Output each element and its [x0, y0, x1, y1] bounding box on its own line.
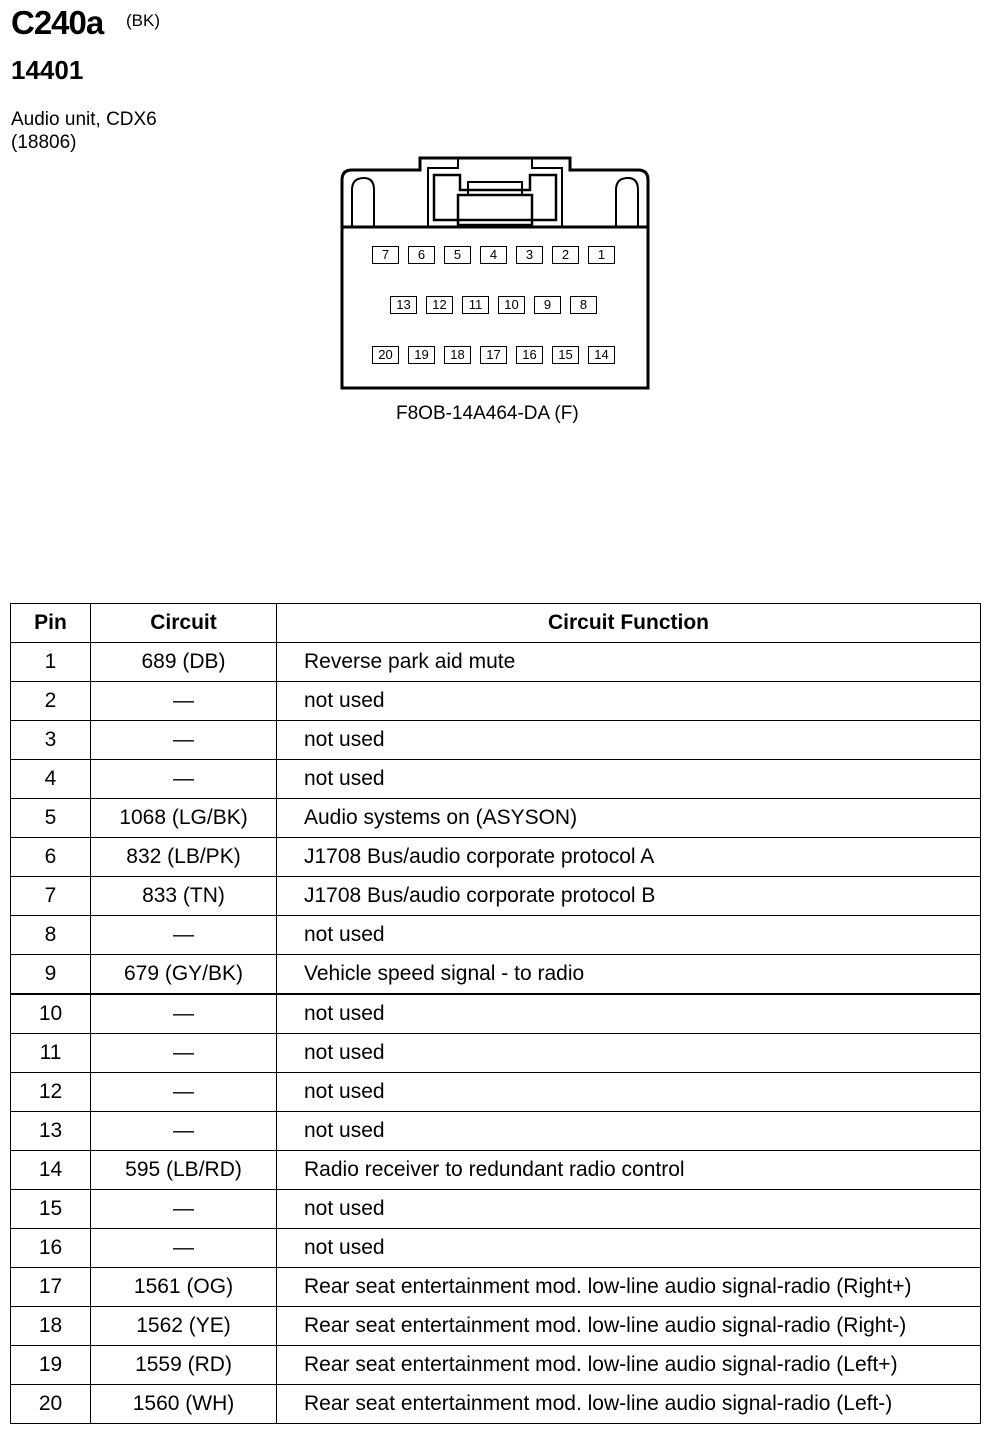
- pin-cell: 9: [11, 955, 91, 995]
- circuit-function-cell: not used: [277, 1073, 981, 1112]
- circuit-function-cell: Rear seat entertainment mod. low-line audio signal-radio (Right-): [277, 1307, 981, 1346]
- circuit-cell: 1559 (RD): [91, 1346, 277, 1385]
- header-pin: Pin: [11, 604, 91, 643]
- pin-cell: 5: [11, 799, 91, 838]
- circuit-function-cell: not used: [277, 1034, 981, 1073]
- table-row: [11, 1034, 981, 1073]
- component-reference: (18806): [11, 132, 77, 153]
- pin-cell: 17: [11, 1268, 91, 1307]
- connector-color: (BK): [126, 11, 160, 30]
- circuit-cell: —: [91, 916, 277, 955]
- circuit-cell: —: [91, 1190, 277, 1229]
- circuit-function-cell: J1708 Bus/audio corporate protocol A: [277, 838, 981, 877]
- connector-pin: [408, 246, 435, 264]
- pin-cell: 18: [11, 1307, 91, 1346]
- circuit-cell: —: [91, 1229, 277, 1268]
- circuit-cell: 595 (LB/RD): [91, 1151, 277, 1190]
- table-row: [11, 877, 981, 916]
- circuit-function-cell: not used: [277, 1112, 981, 1151]
- table-row: [11, 1346, 981, 1385]
- table-header-row: [11, 604, 981, 643]
- circuit-function-cell: not used: [277, 1229, 981, 1268]
- connector-pin-number: 2: [561, 247, 570, 262]
- table-row: [11, 1307, 981, 1346]
- connector-pin-number: 9: [543, 297, 552, 312]
- circuit-function-cell: not used: [277, 721, 981, 760]
- connector-pin-number: 7: [381, 247, 390, 262]
- connector-pin: [372, 346, 399, 364]
- pin-cell: 20: [11, 1385, 91, 1424]
- table-row: [11, 1073, 981, 1112]
- connector-pin-number: 8: [579, 297, 588, 312]
- connector-pin: [372, 246, 399, 264]
- circuit-cell: 689 (DB): [91, 643, 277, 682]
- circuit-cell: 1068 (LG/BK): [91, 799, 277, 838]
- table-row: [11, 955, 981, 995]
- pin-cell: 13: [11, 1112, 91, 1151]
- table-row: [11, 1268, 981, 1307]
- component-description: Audio unit, CDX6: [11, 109, 157, 130]
- connector-pin-number: 17: [486, 347, 501, 362]
- connector-pin: [570, 296, 597, 314]
- circuit-cell: —: [91, 994, 277, 1034]
- connector-pin-number: 14: [594, 347, 609, 362]
- circuit-function-cell: Vehicle speed signal - to radio: [277, 955, 981, 995]
- table-row: [11, 994, 981, 1034]
- connector-pin-number: 10: [504, 297, 519, 312]
- circuit-cell: —: [91, 682, 277, 721]
- circuit-function-cell: J1708 Bus/audio corporate protocol B: [277, 877, 981, 916]
- table-row: [11, 1385, 981, 1424]
- connector-pin-number: 19: [414, 347, 429, 362]
- table-row: [11, 721, 981, 760]
- circuit-function-cell: Rear seat entertainment mod. low-line audio signal-radio (Left+): [277, 1346, 981, 1385]
- table-row: [11, 760, 981, 799]
- pin-cell: 10: [11, 994, 91, 1034]
- circuit-cell: —: [91, 760, 277, 799]
- circuit-cell: —: [91, 1073, 277, 1112]
- connector-pin: [408, 346, 435, 364]
- circuit-cell: —: [91, 1112, 277, 1151]
- connector-pin-number: 15: [558, 347, 573, 362]
- pin-cell: 16: [11, 1229, 91, 1268]
- circuit-function-cell: not used: [277, 994, 981, 1034]
- connector-pin: [534, 296, 561, 314]
- circuit-function-cell: Rear seat entertainment mod. low-line audio signal-radio (Right+): [277, 1268, 981, 1307]
- part-number: 14401: [11, 55, 84, 85]
- connector-pin-number: 12: [432, 297, 447, 312]
- connector-pin: [444, 246, 471, 264]
- table-row: [11, 1151, 981, 1190]
- table-row: [11, 1112, 981, 1151]
- circuit-function-cell: Audio systems on (ASYSON): [277, 799, 981, 838]
- connector-pin: [588, 346, 615, 364]
- connector-pin: [390, 296, 417, 314]
- pin-cell: 2: [11, 682, 91, 721]
- circuit-cell: 1562 (YE): [91, 1307, 277, 1346]
- circuit-cell: —: [91, 721, 277, 760]
- circuit-function-cell: not used: [277, 760, 981, 799]
- circuit-function-cell: not used: [277, 682, 981, 721]
- pin-cell: 19: [11, 1346, 91, 1385]
- circuit-function-cell: not used: [277, 1190, 981, 1229]
- table-row: [11, 682, 981, 721]
- connector-pin-number: 5: [453, 247, 462, 262]
- pin-cell: 6: [11, 838, 91, 877]
- pin-cell: 15: [11, 1190, 91, 1229]
- pin-cell: 14: [11, 1151, 91, 1190]
- connector-pin: [480, 346, 507, 364]
- connector-pin-number: 13: [396, 297, 411, 312]
- table-row: [11, 799, 981, 838]
- connector-pin-number: 1: [597, 247, 606, 262]
- connector-id: C240a: [11, 4, 104, 41]
- circuit-cell: 832 (LB/PK): [91, 838, 277, 877]
- connector-pin: [588, 246, 615, 264]
- connector-pin: [516, 246, 543, 264]
- circuit-cell: 1561 (OG): [91, 1268, 277, 1307]
- connector-pin-number: 4: [489, 247, 498, 262]
- pin-cell: 11: [11, 1034, 91, 1073]
- pinout-table: [10, 603, 981, 1424]
- circuit-function-cell: Reverse park aid mute: [277, 643, 981, 682]
- connector-pin: [516, 346, 543, 364]
- connector-pin-number: 11: [468, 297, 483, 312]
- circuit-cell: 1560 (WH): [91, 1385, 277, 1424]
- circuit-cell: —: [91, 1034, 277, 1073]
- connector-pin: [480, 246, 507, 264]
- connector-pin: [462, 296, 489, 314]
- connector-pin-number: 18: [450, 347, 465, 362]
- header-circuit-function: Circuit Function: [277, 604, 981, 643]
- connector-pin: [552, 246, 579, 264]
- table-row: [11, 1190, 981, 1229]
- connector-pin-number: 16: [522, 347, 537, 362]
- pin-cell: 1: [11, 643, 91, 682]
- connector-pin-number: 3: [525, 247, 534, 262]
- circuit-cell: 833 (TN): [91, 877, 277, 916]
- header-circuit: Circuit: [91, 604, 277, 643]
- table-row: [11, 838, 981, 877]
- table-row: [11, 1229, 981, 1268]
- pin-cell: 4: [11, 760, 91, 799]
- connector-part-label: F8OB-14A464-DA (F): [396, 403, 579, 424]
- pin-cell: 12: [11, 1073, 91, 1112]
- circuit-function-cell: Radio receiver to redundant radio control: [277, 1151, 981, 1190]
- pin-cell: 7: [11, 877, 91, 916]
- circuit-function-cell: Rear seat entertainment mod. low-line audio signal-radio (Left-): [277, 1385, 981, 1424]
- connector-pin: [552, 346, 579, 364]
- circuit-cell: 679 (GY/BK): [91, 955, 277, 995]
- connector-pin-number: 20: [378, 347, 393, 362]
- pin-cell: 8: [11, 916, 91, 955]
- connector-face-diagram: [330, 150, 660, 400]
- pin-cell: 3: [11, 721, 91, 760]
- connector-pin: [426, 296, 453, 314]
- connector-pin: [444, 346, 471, 364]
- circuit-function-cell: not used: [277, 916, 981, 955]
- connector-pin: [498, 296, 525, 314]
- table-row: [11, 916, 981, 955]
- connector-pin-number: 6: [417, 247, 426, 262]
- table-row: [11, 643, 981, 682]
